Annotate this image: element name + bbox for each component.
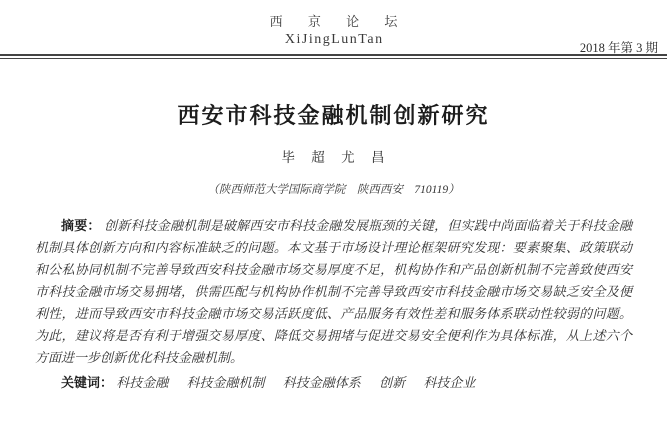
article-body	[0, 103, 667, 394]
article-title: 西安市科技金融机制创新研究	[177, 103, 490, 128]
page-header	[0, 0, 667, 59]
keywords-label: 关键词：	[61, 375, 114, 390]
article-affiliation: （陕西师范大学国际商学院 陕西西安 710119）	[207, 184, 460, 196]
abstract-text: 创新科技金融机制是破解西安市科技金融发展瓶颈的关键，但实践中尚面临着关于科技金融机制具体创新方向和内容标准缺乏的问题。本文基于市场设计理论框架研究发现：要素聚集、政策联动和公私协同机制不完善导致西安科技金融市场交易厚度不足，机构协作和产品创新机制不完善致使西安市科技金融市场交易拥堵，供需匹配与机构协作机制不完善导致西安市科技金融市场交易缺乏安全及便利性，进而导致西安市科技金融市场交易活跃度低、产品服务有效性差和服务体系联动性较弱的问题。为此，建议将是否有利于增强交易厚度、降低交易拥堵与促进交易安全便利作为具体标准，从上述六个方面进一步创新优化科技金融机制。	[35, 218, 632, 365]
keywords-line	[35, 372, 632, 394]
journal-name-chinese: 西 京 论 坛	[269, 14, 409, 29]
header-double-rule	[0, 54, 667, 59]
keyword-item: 科技金融体系	[282, 375, 361, 390]
keyword-item: 创新	[379, 375, 406, 390]
journal-issue-label: 2018 年第 3 期	[579, 41, 658, 55]
abstract-label: 摘要：	[61, 218, 101, 233]
article-authors: 毕 超 尤 昌	[281, 150, 386, 165]
journal-masthead	[0, 0, 667, 48]
journal-name-pinyin: XiJingLunTan	[284, 32, 384, 47]
keyword-item: 科技企业	[423, 375, 476, 390]
abstract-paragraph	[35, 215, 632, 369]
keyword-item: 科技金融	[116, 375, 169, 390]
keyword-item: 科技金融机制	[186, 375, 265, 390]
